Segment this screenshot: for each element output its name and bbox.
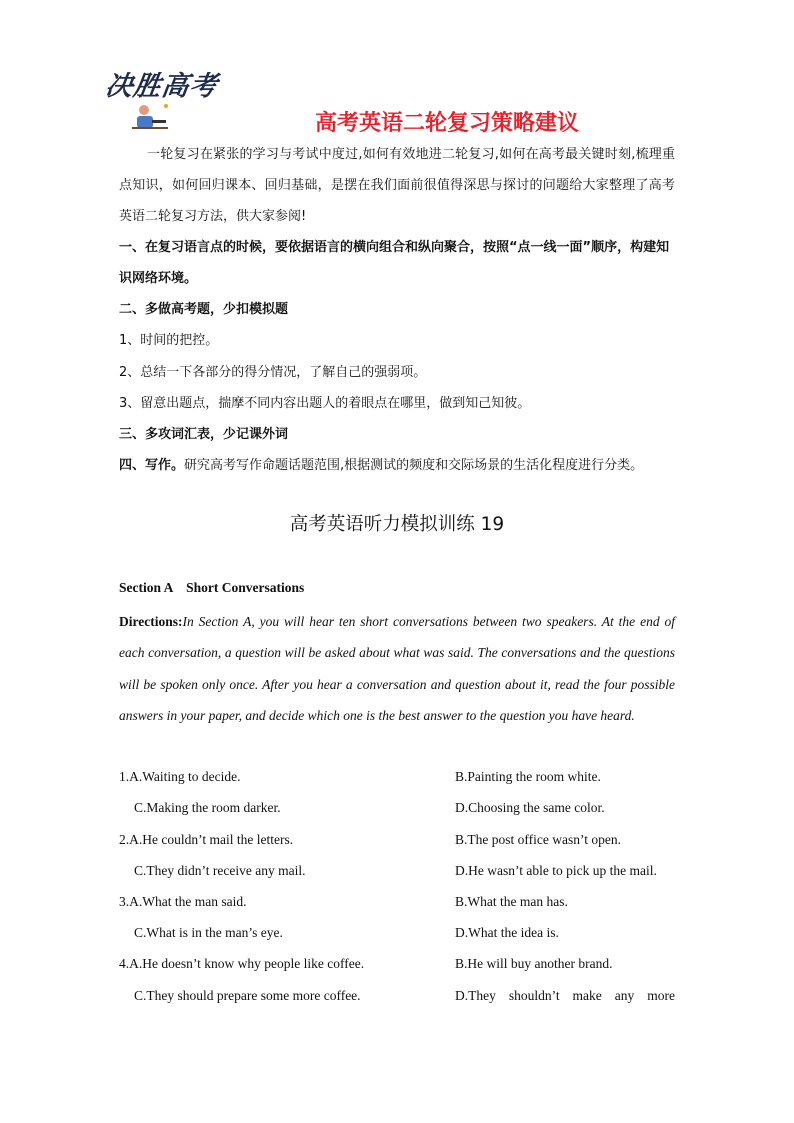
q1-option-a: 1.A.Waiting to decide.: [119, 769, 241, 784]
q3-option-b: B.What the man has.: [455, 894, 568, 909]
sub-point-1: 1、时间的把控。: [119, 333, 219, 348]
point-4-heading: 四、写作。: [119, 458, 185, 473]
q3-option-a: 3.A.What the man said.: [119, 894, 247, 909]
q4-option-b: B.He will buy another brand.: [455, 956, 613, 971]
intro-paragraph: 一轮复习在紧张的学习与考试中度过,如何有效地进二轮复习,如何在高考最关键时刻,梳理重点知识，如何回归课本、回归基础，是摆在我们面前很值得深思与探讨的问题给大家整理了高考英语二轮复习方法，供大家参阅!: [119, 147, 675, 224]
q4-option-a: 4.A.He doesn’t know why people like coffee.: [119, 956, 365, 971]
point-4: [119, 450, 675, 481]
point-2: 二、多做高考题，少扣模拟题: [119, 302, 289, 317]
q1-option-d: D.Choosing the same color.: [455, 800, 605, 815]
q1-option-c: C.Making the room darker.: [134, 800, 281, 815]
q4-option-d-word: any: [614, 988, 635, 1003]
q3-option-d: D.What the idea is.: [455, 925, 559, 940]
q4-option-d: [455, 988, 675, 1004]
page-title: 高考英语二轮复习策略建议: [314, 111, 579, 136]
point-3: 三、多攻词汇表，少记课外词: [119, 427, 289, 442]
q1-option-b: B.Painting the room white.: [455, 769, 601, 784]
point-4-body: 研究高考写作命题话题范围,根据测试的频度和交际场景的生活化程度进行分类。: [184, 458, 644, 473]
q4-option-d-word: shouldn’t: [508, 988, 560, 1003]
logo-brand-text: 决胜高考: [103, 71, 220, 102]
section-heading: Section A Short Conversations: [119, 580, 305, 595]
directions-label: Directions:: [119, 614, 183, 629]
point-1: 一、在复习语言点的时候，要依据语言的横向组合和纵向聚合，按照“点一线一面”顺序，构建知识网络环境。: [119, 240, 670, 286]
sub-point-3: 3、留意出题点，揣摩不同内容出题人的着眼点在哪里，做到知己知彼。: [119, 396, 531, 411]
q2-option-b: B.The post office wasn’t open.: [455, 832, 621, 847]
q2-option-a: 2.A.He couldn’t mail the letters.: [119, 832, 294, 847]
q4-option-d-word: make: [572, 988, 602, 1003]
q4-option-d-word: more: [647, 988, 675, 1003]
sub-point-2: 2、总结一下各部分的得分情况，了解自己的强弱项。: [119, 365, 427, 380]
q4-option-d-word: D.They: [455, 988, 496, 1003]
directions-text: In Section A, you will hear ten short conversations between two speakers. At the end of each conversation, a question will be asked about what was said. The conversations and the questions will be spoken only once. After you hear a conversation and question about it, read the four possible answers in your paper, and decide which one is the best answer to the question you have heard.: [119, 614, 675, 724]
q2-option-d: D.He wasn’t able to pick up the mail.: [455, 863, 657, 878]
q2-option-c: C.They didn’t receive any mail.: [134, 863, 306, 878]
directions: [119, 606, 675, 732]
q3-option-c: C.What is in the man’s eye.: [134, 925, 283, 940]
q4-option-c: C.They should prepare some more coffee.: [134, 988, 361, 1003]
exercise-title: 高考英语听力模拟训练 19: [289, 514, 505, 535]
